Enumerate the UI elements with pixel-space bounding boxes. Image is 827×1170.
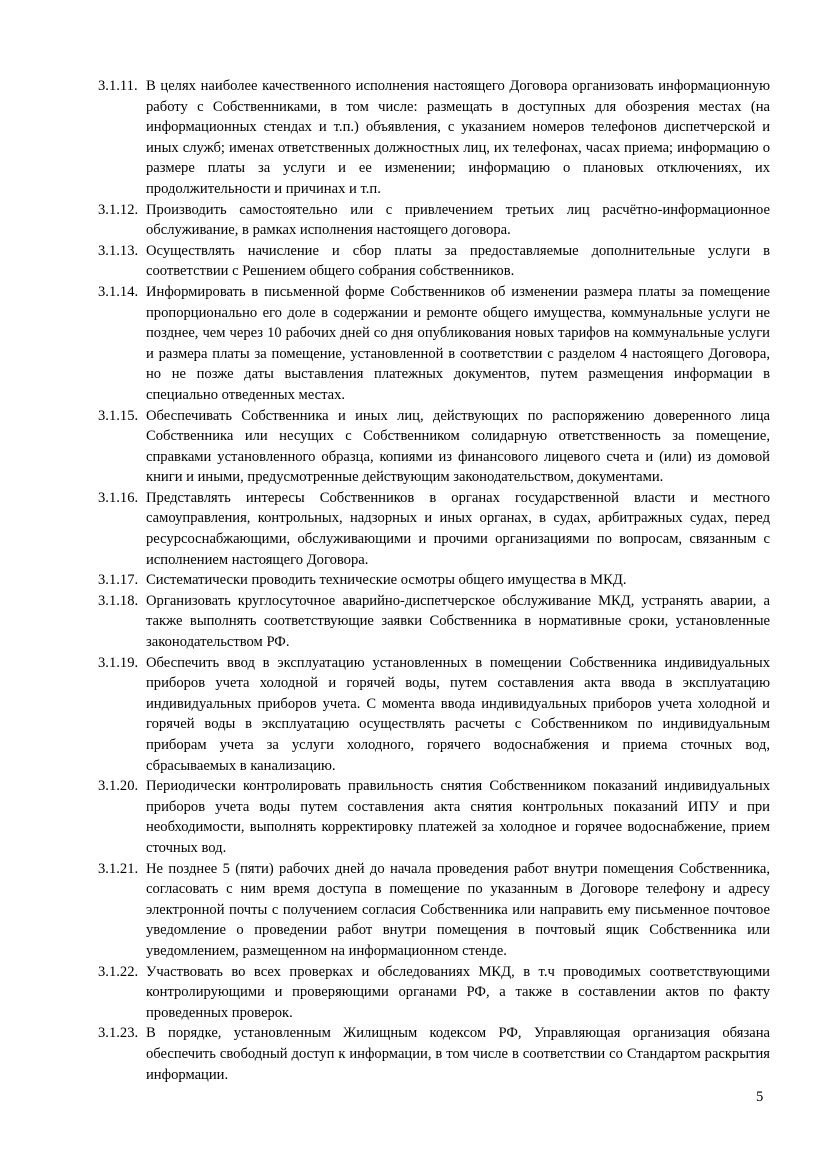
clause-text: Обеспечивать Собственника и иных лиц, действующих по распоряжению доверенного лица Собственника или несущих с Собственником солидарную ответственность за помещение, справками установленного образца, копиями из финансового лицевого счета и (или) из домовой книги и иными, предусмотренные действующим законодательством, документами. (146, 407, 770, 486)
clause-number: 3.1.14. (98, 283, 139, 300)
clause-number: 3.1.19. (98, 654, 139, 671)
clause-item (98, 76, 770, 200)
clause-text: Периодически контролировать правильность снятия Собственником показаний индивидуальных приборов учета воды путем составления акта снятия контрольных показаний ИПУ и при необходимости, выполнять корректировку платежей за холодное и горячее водоснабжение, прием сточных вод. (146, 778, 770, 856)
clause-number: 3.1.13. (98, 242, 139, 259)
clause-item (98, 591, 770, 653)
clause-item (98, 776, 770, 858)
clause-number: 3.1.11. (98, 78, 138, 94)
clause-item (98, 200, 770, 241)
clause-number: 3.1.22. (98, 963, 139, 980)
clause-item (98, 406, 770, 488)
page-number: 5 (756, 1089, 764, 1105)
clause-text: Информировать в письменной форме Собственников об изменении размера платы за помещение пропорционально его доле в содержании и ремонте общего имущества, коммунальные услуги не позднее, чем через 10 рабочих дней со дня опубликования новых тарифов на коммунальные услуги и размера платы за помещение, установленной в соответствии с разделом 4 настоящего Договора, но не позже даты выставления платежных документов, путем размещения информации в специально отведенных местах. (146, 283, 770, 403)
clause-item (98, 962, 770, 1024)
clause-number: 3.1.20. (98, 778, 139, 795)
clause-text: Осуществлять начисление и сбор платы за предоставляемые дополнительные услуги в соответствии с Решением общего собрания собственников. (146, 242, 770, 280)
clause-item (98, 570, 770, 591)
clause-number: 3.1.12. (98, 201, 139, 218)
clause-text: Организовать круглосуточное аварийно-диспетчерское обслуживание МКД, устранять аварии, а также выполнять соответствующие заявки Собственника в нормативные сроки, установленные законодательством РФ. (146, 592, 770, 651)
clause-item (98, 1023, 770, 1085)
clause-item (98, 653, 770, 777)
clause-number: 3.1.16. (98, 489, 139, 506)
clause-text: Не позднее 5 (пяти) рабочих дней до начала проведения работ внутри помещения Собственника, согласовать с ним время доступа в помещение по указанным в Договоре телефону и адресу электронной почты с получением согласия Собственника или направить ему письменное почтовое уведомление о проведении работ внутри помещения в почтовый ящик Собственника или уведомлением, размещенном на информационном стенде. (146, 860, 770, 959)
clause-text: Производить самостоятельно или с привлечением третьих лиц расчётно-информационное обслуживание, в рамках исполнения настоящего договора. (146, 201, 770, 239)
clause-text: В порядке, установленным Жилищным кодексом РФ, Управляющая организация обязана обеспечить свободный доступ к информации, в том числе в соответствии со Стандартом раскрытия информации. (146, 1025, 770, 1083)
clause-number: 3.1.18. (98, 592, 139, 609)
clause-item (98, 488, 770, 570)
clause-number: 3.1.21. (98, 860, 139, 877)
clause-text: Обеспечить ввод в эксплуатацию установленных в помещении Собственника индивидуальных приборов учета холодной и горячей воды, путем составления акта ввода в эксплуатацию индивидуальных приборов учета. С момента ввода индивидуальных приборов учета холодной и горячей воды в эксплуатацию осуществлять расчеты с Собственником по индивидуальным приборам учета за услуги холодного, горячего водоснабжения и приема сточных вод, сбрасываемых в канализацию. (146, 654, 770, 774)
clause-item (98, 282, 770, 406)
clause-text: В целях наиболее качественного исполнения настоящего Договора организовать информационную работу с Собственниками, в том числе: размещать в доступных для обозрения местах (на информационных стендах и т.п.) объявления, с указанием номеров телефонов диспетчерской и иных служб; именах ответственных должностных лиц, их телефонах, часах приема; информацию о размере платы за услуги и ее изменении; информацию о плановых отключениях, их продолжительности и причинах и т.п. (146, 78, 770, 197)
clause-list (98, 76, 770, 1085)
clause-number: 3.1.17. (98, 572, 139, 589)
clause-text: Систематически проводить технические осмотры общего имущества в МКД. (146, 572, 627, 589)
clause-number: 3.1.23. (98, 1025, 139, 1042)
clause-text: Представлять интересы Собственников в органах государственной власти и местного самоуправления, контрольных, надзорных и иных органах, в судах, арбитражных судах, перед ресурсоснабжающими, обслуживающими и прочими организациями по вопросам, связанным с исполнением настоящего Договора. (146, 489, 770, 568)
clause-number: 3.1.15. (98, 407, 139, 424)
clause-item (98, 859, 770, 962)
clause-item (98, 241, 770, 282)
clause-text: Участвовать во всех проверках и обследованиях МКД, в т.ч проводимых соответствующими контролирующими и проверяющими органами РФ, а также в составлении актов по факту проведенных проверок. (146, 963, 770, 1021)
